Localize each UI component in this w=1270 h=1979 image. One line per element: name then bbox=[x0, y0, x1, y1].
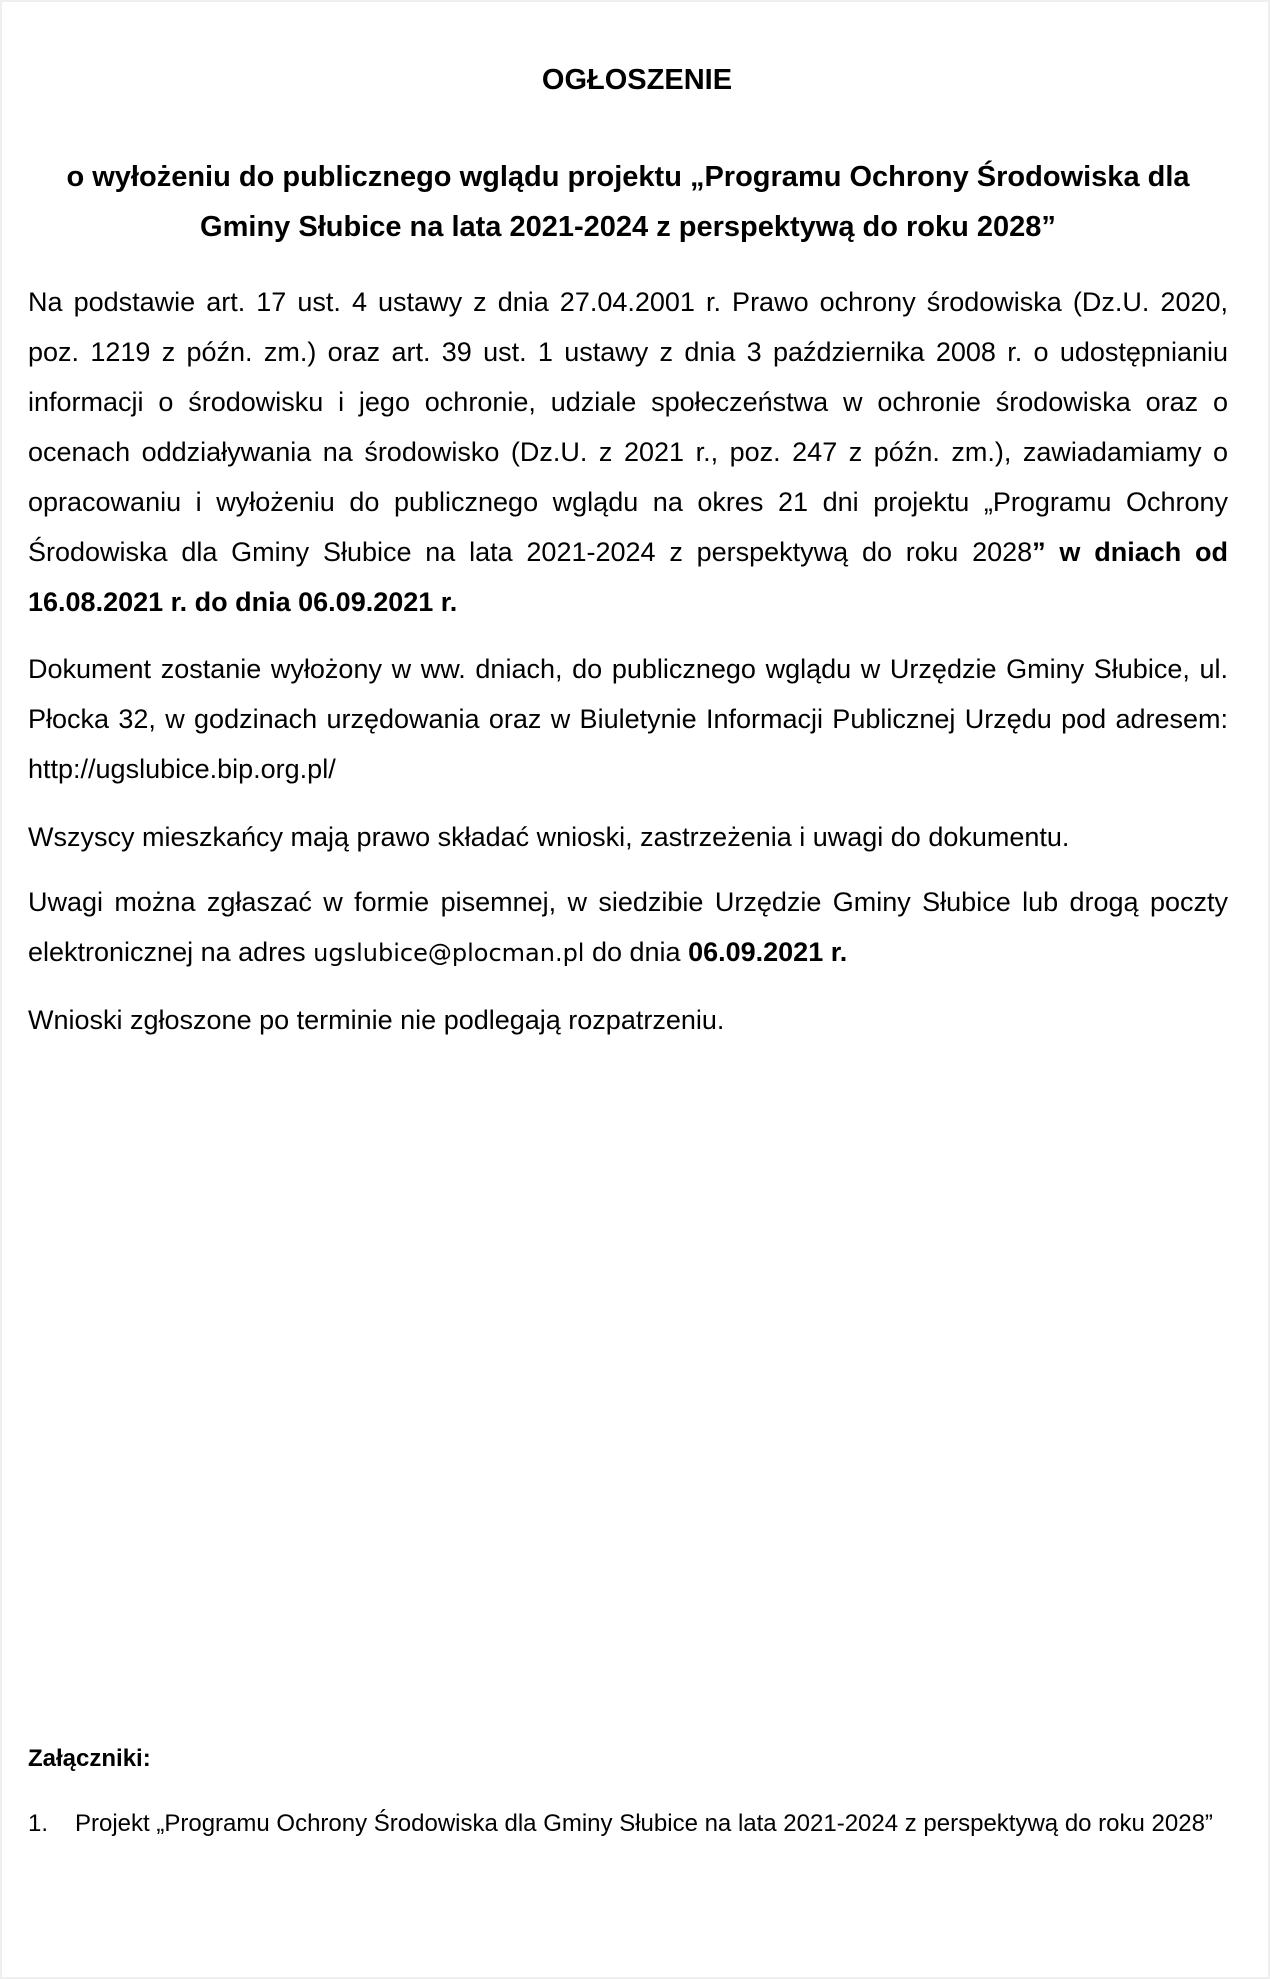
document-subtitle: o wyłożeniu do publicznego wglądu projektu „Programu Ochrony Środowiska dla Gminy Słubice na lata 2021-2024 z perspektywą do roku 2028” bbox=[66, 161, 1190, 243]
attachment-item bbox=[28, 1808, 1228, 1839]
attachment-text: Projekt „Programu Ochrony Środowiska dla Gminy Słubice na lata 2021-2024 z perspektywą do roku 2028” bbox=[75, 1810, 1213, 1837]
contact-email: ugslubice@plocman.pl bbox=[313, 939, 585, 967]
paragraph-legal-basis-text: Na podstawie art. 17 ust. 4 ustawy z dnia 27.04.2001 r. Prawo ochrony środowiska (Dz.U. 2020, poz. 1219 z późn. zm.) oraz art. 39 ust. 1 ustawy z dnia 3 października 2008 r. o udostępnianiu informacji o środowisku i jego ochronie, udziale społeczeństwa w ochronie środowiska oraz o ocenach oddziaływania na środowisko (Dz.U. z 2021 r., poz. 247 z późn. zm.), zawiadamiamy o opracowaniu i wyłożeniu do publicznego wglądu na okres 21 dni projektu „Programu Ochrony Środowiska dla Gminy Słubice na lata 2021-2024 z perspektywą do roku 2028 bbox=[28, 287, 1228, 567]
paragraph-submission-deadline-text: do dnia bbox=[584, 937, 689, 967]
paragraph-legal-basis bbox=[28, 277, 1228, 627]
attachment-number: 1. bbox=[28, 1810, 49, 1837]
paragraph-submission-text: Uwagi można zgłaszać w formie pisemnej, w siedzibie Urzędzie Gminy Słubice lub drogą poczty elektronicznej na adres bbox=[28, 887, 1228, 967]
document-title: OGŁOSZENIE bbox=[541, 64, 733, 96]
attachments-label: Załączniki: bbox=[28, 1745, 151, 1772]
paragraph-submission bbox=[28, 877, 1228, 978]
paragraph-legal-basis-dates: ” w dniach od 16.08.2021 r. do dnia 06.09.2021 r. bbox=[28, 537, 1228, 617]
paragraph-location: Dokument zostanie wyłożony w ww. dniach, do publicznego wglądu w Urzędzie Gminy Słubice, ul. Płocka 32, w godzinach urzędowania oraz w Biuletynie Informacji Publicznej Urzędu pod adresem: http://ugslubice.bip.org.pl/ bbox=[28, 654, 1228, 784]
attachments-list bbox=[28, 1808, 1228, 1839]
paragraph-late-submissions: Wnioski zgłoszone po terminie nie podlegają rozpatrzeniu. bbox=[28, 1005, 725, 1035]
paragraph-submission-deadline-date: 06.09.2021 r. bbox=[688, 937, 848, 967]
paragraph-rights: Wszyscy mieszkańcy mają prawo składać wnioski, zastrzeżenia i uwagi do dokumentu. bbox=[28, 822, 1070, 852]
